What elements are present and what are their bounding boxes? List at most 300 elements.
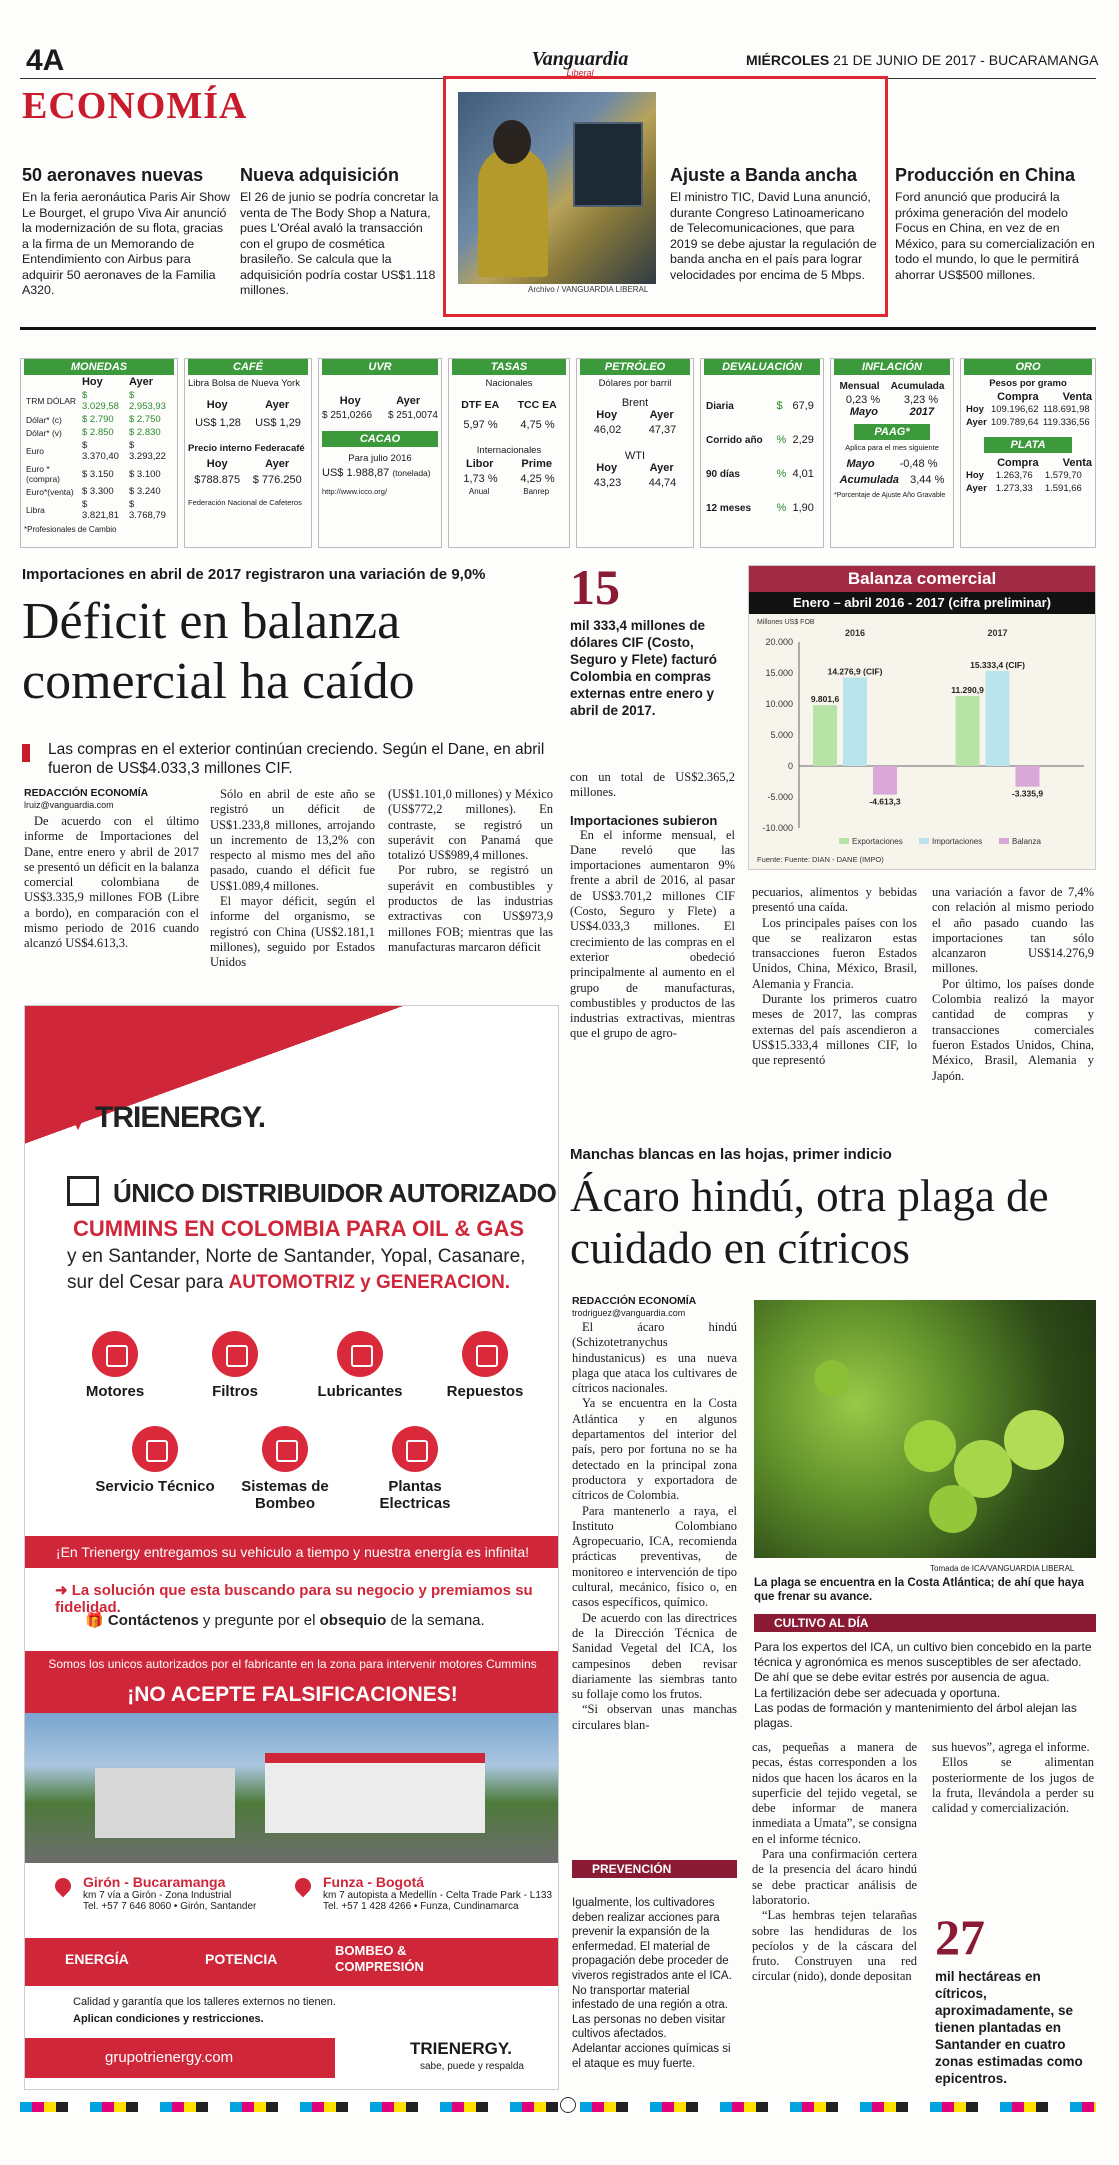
caption-rest: que frenar su avance.	[754, 1591, 873, 1603]
monedas-table	[24, 375, 174, 522]
petroleo-sub: Dólares por barril	[598, 378, 672, 389]
petroleo-heads	[580, 409, 690, 421]
box-item: Igualmente, los cultivadores deben realizar acciones para prevenir la expansión de la enfermedad. El material de propagación debe proceder de viveros registrados ante el ICA.	[572, 1897, 732, 1982]
v: 5,97 %	[463, 419, 498, 431]
h: Ayer	[649, 409, 674, 421]
chart-data-label: 11.290,9	[951, 684, 984, 695]
location-tel: Tel. +57 7 646 8060 • Girón, Santander	[83, 1901, 257, 1912]
logo-sub: Liberal	[566, 68, 594, 78]
v: 3,44 %	[910, 474, 945, 486]
label: Lubricantes	[317, 1383, 403, 1400]
cafe-head: CAFÉ	[188, 359, 308, 375]
h: Compra	[997, 391, 1039, 403]
subhead: Importaciones subieron	[570, 812, 718, 828]
v: 3,23 %	[903, 394, 939, 406]
cacao-head: CACAO	[322, 431, 438, 447]
v: 4,25 %	[520, 473, 555, 485]
newspaper-logo	[525, 48, 635, 78]
v: 4,75 %	[520, 419, 555, 431]
acaro-photo-credit: Tomada de ICA/VANGUARDIA LIBERAL	[930, 1564, 1075, 1573]
v: US$ 1.988,87	[322, 467, 390, 479]
cafe-heads	[188, 399, 308, 411]
cafe-vals2	[188, 474, 308, 486]
chart-ytick-label: 10.000	[765, 699, 793, 709]
paragraph: cas, pequeñas a manera de pecas, éstas corresponden a los nidos que hacen los ácaros en la superficie del tejido vegetal, se debe informar de manera inmediata a Umata”, se consigna en el informe técnico.	[752, 1740, 917, 1846]
ad-note1: Calidad y garantía que los talleres externos no tienen.	[73, 1996, 336, 2008]
ad-item-motores	[45, 1331, 185, 1400]
acaro-col3	[932, 1740, 1094, 1816]
date-day: MIÉRCOLES	[746, 52, 830, 68]
label: Plantas Electricas	[379, 1478, 451, 1512]
citrus-fruit	[929, 1485, 977, 1533]
v: $ 251,0074	[387, 410, 438, 421]
location-pin-icon	[52, 1875, 75, 1898]
chart-bar	[843, 677, 867, 766]
n: Anual	[468, 487, 490, 496]
chart-data-label: 14.276,9 (CIF)	[827, 666, 883, 677]
cell: %	[776, 434, 787, 446]
deficit-byline: REDACCIÓN ECONOMÍA	[24, 787, 149, 799]
h: Venta	[1062, 391, 1092, 403]
label: Servicio Técnico	[95, 1478, 215, 1495]
screen-shape	[573, 122, 643, 207]
acaro-col2	[752, 1740, 917, 1985]
chart-bar	[813, 705, 837, 766]
p: Mayo	[849, 406, 878, 418]
ad-brand-logo: TRIENERGY.	[95, 1101, 266, 1134]
tasas-heads	[452, 399, 566, 411]
acaro-title: Ácaro hindú, otra plaga de cuidado en cítricos	[570, 1171, 1049, 1273]
label: Repuestos	[446, 1383, 524, 1400]
t: obsequio	[319, 1612, 387, 1629]
chart-source: Fuente: Fuente: DIAN - DANE (IMPO)	[757, 855, 884, 864]
devaluacion-head: DEVALUACIÓN	[704, 359, 820, 375]
paragraph: Ya se encuentra en la Costa Atlántica y en algunos departamentos del interior del país, pero por fortuna no se ha detectado en la principal zona productora y exportadora de cítricos de Colombia.	[572, 1396, 737, 1503]
paragraph: Para mantenerlo a raya, el Instituto Colombiano Agropecuario, ICA, recomienda prácticas preventivas, de monitoreo e intervención de tipo cultural, mecánico, físico o, en casos específicos, químico.	[572, 1503, 737, 1610]
cell: 118.691,98	[1042, 404, 1090, 415]
cell: Diaria	[706, 400, 734, 412]
cell: Euro	[26, 446, 44, 456]
ad-band4: Somos los unicos autorizados por el fabricante en la zona para intervenir motores Cummins	[25, 1651, 559, 1677]
cell: Dólar* (c)	[26, 414, 62, 425]
paragraph: De acuerdo con las directrices de la Dirección Técnica de Sanidad Vegetal del ICA, los campesinos deben revisar diariamente las siembras tanto su follaje como los frutos.	[572, 1610, 737, 1702]
h: Hoy	[206, 458, 228, 470]
box-title: PREVENCIÓN	[572, 1860, 737, 1878]
h: Compra	[997, 457, 1039, 469]
v: $ 251,0266	[322, 410, 373, 421]
person-head	[493, 120, 531, 164]
brief-title: Ajuste a Banda ancha	[670, 165, 858, 185]
factoid27-text: mil hectáreas en cítricos, aproximadamente, se tienen plantadas en Santander en cuatro zonas estimadas como epicentros.	[935, 1969, 1083, 2086]
plata-head: PLATA	[984, 437, 1072, 453]
chart-legend-label: Importaciones	[932, 837, 983, 846]
acaro-kicker: Manchas blancas en las hojas, primer indicio	[570, 1146, 892, 1163]
print-color-bar	[20, 2102, 1096, 2112]
box-item: La fertilización debe ser adecuada y oportuna.	[754, 1685, 1001, 1700]
ad-trienergy	[24, 1005, 559, 2090]
h: Mensual	[839, 381, 880, 392]
cell: 2,29	[792, 434, 814, 446]
cell: Dólar* (v)	[26, 427, 62, 438]
paragraph: “Si observan unas manchas circulares blan-	[572, 1702, 737, 1732]
paragraph: El ácaro hindú (Schizotetranychus hindustanicus) es una nueva plaga que ataca los cultivares de cítricos nacionales.	[572, 1320, 737, 1396]
cell: Corrido año	[706, 434, 763, 446]
h: Ayer	[649, 462, 674, 474]
v: US$ 1,29	[255, 417, 301, 429]
n: Banrep	[523, 487, 550, 496]
h: DTF EA	[461, 399, 500, 411]
cell: 1.263,76	[995, 470, 1033, 481]
oro-heads	[964, 391, 1092, 403]
pill-energia: ENERGÍA	[65, 1951, 129, 1967]
petroleo-vals2	[580, 477, 690, 489]
location-pin-icon	[292, 1875, 315, 1898]
ad-band2: ➜ La solución que esta buscando para su negocio y premiamos su fidelidad.	[55, 1582, 533, 1616]
cell: Euro *(compra)	[26, 464, 61, 484]
citrus-fruit	[1004, 1410, 1064, 1470]
cacao-sub: Para julio 2016	[348, 453, 412, 464]
box-item: Las personas no deben visitar cultivos afectados.	[572, 2013, 726, 2041]
indicator-uvr	[318, 358, 442, 548]
cell: 1.273,33	[995, 483, 1033, 494]
pill-potencia: POTENCIA	[205, 1951, 278, 1967]
wti-label: WTI	[624, 450, 646, 462]
citrus-fruit	[814, 1360, 850, 1396]
text: La solución que esta buscando para su negocio y premiamos su fidelidad.	[55, 1582, 533, 1616]
t: de la semana.	[386, 1612, 485, 1629]
location-2	[295, 1874, 555, 1912]
v: 43,23	[593, 477, 622, 489]
tasas-sub2: Internacionales	[476, 445, 542, 456]
box-item: Las podas de formación y mantenimiento del árbol alejan las plagas.	[754, 1700, 1077, 1731]
ad-band1: ¡En Trienergy entregamos su vehiculo a tiempo y nuestra energía es infinita!	[25, 1536, 559, 1568]
paragraph: (US$1.101,0 millones) y México (US$772,2 millones). En contraste, se registró un superávit con Panamá que totalizó US$989,4 millones.	[388, 787, 553, 863]
paag-sub: Aplica para el mes siguiente	[845, 443, 939, 452]
date-rest: 21 DE JUNIO DE 2017 - BUCARAMANGA	[833, 52, 1099, 68]
ad-item-repuestos	[415, 1331, 555, 1400]
cell: Hoy	[966, 404, 984, 415]
location-addr: km 7 vía a Girón - Zona Industrial	[83, 1890, 232, 1901]
chart-bar	[873, 766, 897, 795]
cell: Libra	[26, 505, 45, 515]
ad-line4b: AUTOMOTRIZ y GENERACION.	[228, 1272, 511, 1293]
paragraph: Por último, los países donde Colombia realizó la mayor cantidad de compras y transacciones comerciales fueron Estados Unidos, China, México, Brasil, Alemania y Japón.	[932, 976, 1094, 1083]
h: Hoy	[596, 409, 618, 421]
deficit-lead: Las compras en el exterior continúan creciendo. Según el Dane, en abril fueron de US$4.033,3 millones CIF.	[48, 741, 545, 777]
chart-subtitle: Enero – abril 2016 - 2017 (cifra preliminar)	[749, 592, 1095, 614]
v: 0,23 %	[845, 394, 881, 406]
chart-category-label: 2016	[844, 628, 866, 638]
ad-item-filtros	[165, 1331, 305, 1400]
deficit-title: Déficit en balanza comercial ha caído	[22, 593, 415, 710]
paragraph: “Las hembras tejen telarañas sobre las hendiduras de los pecíolos y de la cáscara del fruto. Construyen una red circular (nido), donde depositan	[752, 1908, 917, 1984]
logo-text: Vanguardia	[531, 48, 629, 70]
box-body	[572, 1896, 737, 2071]
cell: Hoy	[966, 470, 984, 481]
cafe-heads2	[188, 458, 308, 470]
deficit-email: lruiz@vanguardia.com	[24, 800, 114, 810]
indicator-inflacion	[830, 358, 954, 548]
cell: 1,90	[792, 502, 814, 514]
tasas-vals2	[452, 473, 566, 485]
paag-row1	[834, 458, 950, 470]
v: 47,37	[648, 424, 677, 436]
indicator-tasas	[448, 358, 570, 548]
deficit-col3	[388, 787, 553, 955]
location-title: Funza - Bogotá	[323, 1874, 425, 1890]
tasas-vals	[452, 419, 566, 431]
cafe-sub: Libra Bolsa de Nueva York	[188, 378, 300, 389]
acaro-byline: REDACCIÓN ECONOMÍA	[572, 1295, 697, 1307]
label: Sistemas de Bombeo	[241, 1478, 329, 1512]
chart-data-label: 15.333,4 (CIF)	[970, 659, 1025, 670]
ad-line4	[67, 1272, 510, 1294]
indicator-monedas	[20, 358, 178, 548]
location-1	[55, 1874, 285, 1912]
inflacion-heads	[834, 381, 950, 392]
devaluacion-table	[704, 389, 820, 525]
plata-heads	[964, 457, 1092, 469]
cell: $	[776, 400, 783, 412]
checkbox-icon	[67, 1176, 99, 1206]
brief-body: El ministro TIC, David Luna anunció, durante Congreso Latinoamericano de Telecomunicaciones, que para 2019 se debe ajustar la regulación de banda ancha en el país para lograr velocidades por encima de 5 Mbps.	[670, 190, 877, 282]
factoid-text: mil 333,4 millones de dólares CIF (Costo, Seguro y Flete) facturó Colombia en compras externas entre enero y abril de 2017.	[570, 618, 718, 718]
h: Hoy	[206, 399, 228, 411]
chart-container	[748, 565, 1096, 870]
h: Hoy	[596, 462, 618, 474]
cell: $ 3.150	[81, 468, 114, 480]
petroleo-head: PETRÓLEO	[580, 359, 690, 375]
monedas-note: *Profesionales de Cambio	[24, 525, 117, 534]
brief-adquisicion	[240, 165, 440, 299]
chart-legend-label: Balanza	[1012, 837, 1041, 846]
cacao-val	[322, 467, 438, 479]
t: y pregunte por el	[198, 1612, 320, 1629]
brief-title: Producción en China	[895, 165, 1076, 185]
chart-bar	[956, 696, 980, 766]
v: $788.875	[194, 474, 241, 486]
cell: 12 meses	[706, 502, 752, 514]
uvr-vals	[322, 410, 438, 421]
chart-legend-swatch	[919, 838, 929, 844]
deficit-col1	[24, 814, 199, 952]
paragraph: De acuerdo con el último informe de Importaciones del Dane, entre enero y abril de 2017 se presentó un déficit en la balanza comercial colombiana de US$3.335,9 millones FOB (Libre a bordo), en comparación con el mismo periodo de 2016 cuando alcanzó US$4.613,3.	[24, 814, 199, 951]
h: Ayer	[265, 458, 290, 470]
tools-icon	[132, 1426, 178, 1472]
ad-footer-logo: TRIENERGY.	[410, 2039, 513, 2058]
paragraph: una variación a favor de 7,4% con relación al mismo periodo el año pasado cuando las importaciones tan sólo alcanzaron US$14.276,9 millones.	[932, 885, 1094, 976]
paragraph: El mayor déficit, según el informe del organismo, se registró con China (US$2.181,1 millones), seguido por Estados Unidos	[210, 894, 375, 970]
cell: $ 3.240	[128, 486, 161, 497]
v: $ 776.250	[252, 474, 302, 486]
indicator-petroleo	[576, 358, 694, 548]
ad-band3: 🎁 Contáctenos y pregunte por el obsequio de la semana.	[85, 1612, 485, 1629]
date-line	[746, 52, 1098, 68]
cafe-vals	[188, 417, 308, 429]
paragraph: Sólo en abril de este año se registró un déficit de US$1.233,8 millones, arrojando un incremento de 13,2% con respecto al mismo mes del año pasado, cuando el déficit fue US$1.089,4 millones.	[210, 787, 375, 893]
deficit-lead-marker	[22, 744, 30, 762]
ad-item-plantas	[355, 1426, 475, 1512]
cell: 109.196,62	[990, 404, 1039, 415]
cell: $ 2.953,93	[128, 390, 166, 412]
h: Libor	[465, 458, 494, 470]
v: US$ 1,28	[195, 417, 241, 429]
cell: $ 3.370,40	[81, 440, 119, 462]
p: 2017	[909, 406, 935, 418]
filter-icon	[212, 1331, 258, 1377]
cell: $ 2.750	[128, 414, 161, 425]
section-title: ECONOMÍA	[22, 85, 248, 127]
chart-legend-swatch	[999, 838, 1009, 844]
oro-head: ORO	[964, 359, 1092, 375]
cell: %	[776, 468, 787, 480]
h: Acumulada	[890, 381, 945, 392]
ad-line4a: sur del Cesar para	[67, 1272, 229, 1293]
indicator-oro	[960, 358, 1096, 548]
cell: $ 3.029,58	[81, 390, 119, 412]
paragraph: Los principales países con los que se realizaron estas transacciones fueron Estados Unidos, China, México, Brasil, Alemania y Francia.	[752, 915, 917, 991]
chart-ytick-label: 15.000	[765, 668, 793, 678]
cell: $ 3.768,79	[128, 499, 166, 521]
gear-icon	[462, 1331, 508, 1377]
box-item: No transportar material infestado de una región a otra.	[572, 1984, 729, 2012]
tasas-sub: Nacionales	[485, 378, 533, 389]
cell: $ 3.821,81	[81, 499, 119, 521]
chart-ytick-label: 0	[787, 761, 793, 771]
brief-photo	[458, 92, 656, 284]
tasas-head: TASAS	[452, 359, 566, 375]
deficit-col4	[570, 770, 735, 1042]
v: 46,02	[593, 424, 622, 436]
location-addr: km 7 autopista a Medellín - Celta Trade Park - L133	[323, 1890, 553, 1901]
ad-note2: Aplican condiciones y restricciones.	[73, 2013, 264, 2025]
briefs-rule	[20, 327, 1096, 330]
v: -0,48 %	[899, 458, 938, 470]
acaro-caption	[754, 1576, 1094, 1604]
cell: %	[776, 502, 787, 514]
location-title: Girón - Bucaramanga	[83, 1874, 226, 1890]
cell: TRM DÓLAR	[26, 396, 77, 406]
paragraph: En el informe mensual, el Dane reveló que las importaciones aumentaron 9% frente a abril de 2016, al pasar de US$3.701,2 millones CIF (Costo, Seguro y Flete) a US$4.033,3 millones. El crecimiento de las compras en el exterior obedeció principalmente al aumento en el grupo de manufacturas, combustibles y productos de las industrias extractivas, mientras que el grupo de agro-	[570, 827, 735, 1041]
box-cultivo-body	[754, 1640, 1096, 1731]
cell: 4,01	[792, 468, 814, 480]
chart-ylabel: Millones US$ FOB	[757, 619, 815, 626]
deficit-col6	[932, 885, 1094, 1084]
cell: $ 2.850	[81, 427, 114, 438]
brent-label: Brent	[621, 397, 649, 409]
cell: 67,9	[792, 400, 814, 412]
indicator-cafe	[184, 358, 312, 548]
h: Ayer	[396, 395, 421, 407]
acaro-email: trodriguez@vanguardia.com	[572, 1308, 686, 1318]
chart-bar	[986, 671, 1010, 766]
paag-head: PAAG*	[854, 424, 930, 440]
brief-china	[895, 165, 1095, 283]
paragraph: Durante los primeros cuatro meses de 2017, las compras externas del país ascendieron a US$15.333,4 millones CIF, lo que representó	[752, 992, 917, 1068]
pump-icon	[262, 1426, 308, 1472]
t: Contáctenos	[107, 1612, 199, 1629]
petroleo-heads2	[580, 462, 690, 474]
uvr-heads	[322, 395, 438, 407]
box-item: Adelantar acciones químicas si el ataque es muy fuerte.	[572, 2042, 731, 2070]
paragraph: pecuarios, alimentos y bebidas presentó una caída.	[752, 885, 917, 915]
cell: Ayer	[966, 483, 987, 494]
cell: 109.789,64	[990, 417, 1039, 428]
cell: 1.579,70	[1044, 470, 1082, 481]
ad-url: grupotrienergy.com	[105, 2049, 234, 2066]
cell: 119.336,56	[1042, 417, 1090, 428]
uvr-head: UVR	[322, 359, 438, 375]
acaro-photo	[754, 1300, 1096, 1558]
cell: 90 días	[706, 468, 740, 480]
cafe-sub2: Precio interno Federacafé	[188, 443, 305, 454]
deficit-col5	[752, 885, 917, 1069]
brief-banda-ancha	[670, 165, 880, 283]
ad-line3: y en Santander, Norte de Santander, Yopal, Casanare,	[67, 1246, 526, 1267]
v: 44,74	[648, 477, 677, 489]
ad-headline: ÚNICO DISTRIBUIDOR AUTORIZADO	[113, 1178, 557, 1208]
box-prevencion	[572, 1860, 737, 2071]
h: TCC EA	[517, 399, 557, 411]
inflacion-note: *Porcentaje de Ajuste Año Gravable	[834, 492, 946, 499]
h2: Ayer	[128, 376, 154, 388]
citrus-fruit	[904, 1420, 956, 1472]
v: 1,73 %	[463, 473, 498, 485]
chart-ytick-label: 5.000	[770, 730, 793, 740]
tasas-heads2	[452, 458, 566, 470]
factoid27-number: 27	[935, 1909, 985, 1965]
label: Filtros	[212, 1383, 258, 1400]
building-shape	[265, 1753, 485, 1833]
petroleo-vals	[580, 424, 690, 436]
h: Venta	[1062, 457, 1092, 469]
brief-body: En la feria aeronáutica Paris Air Show Le Bourget, el grupo Viva Air anunció la modernización de su flota, gracias a la firma de un Memorando de Entendimiento con Airbus para adquirir 50 aeronaves de la Familia A320.	[22, 190, 230, 297]
paragraph: Ellos se alimentan posteriormente de los jugos de la fruta, llevándola a perder su calidad y comercialización.	[932, 1755, 1094, 1816]
box-title: CULTIVO AL DÍA	[754, 1614, 1096, 1632]
ad-item-bombeo	[225, 1426, 345, 1512]
chart-data-label: -3.335,9	[1011, 788, 1044, 799]
location-tel: Tel. +57 1 428 4266 • Funza, Cundinamarca	[323, 1901, 519, 1912]
tasas-notes	[452, 487, 566, 496]
h: Prime	[521, 458, 552, 470]
inflacion-periods	[834, 406, 950, 418]
cell: $ 2.830	[128, 427, 161, 438]
box-item: De ahí que se debe evitar estrés por ausencia de agua.	[754, 1670, 1050, 1685]
cell: $ 3.293,22	[128, 440, 166, 462]
building-shape-2	[95, 1768, 235, 1838]
pill-bombeo: BOMBEO & COMPRESIÓN	[335, 1943, 424, 1974]
label: Motores	[85, 1383, 145, 1400]
h: Hoy	[339, 395, 361, 407]
inflacion-head: INFLACIÓN	[834, 359, 950, 375]
engine-icon	[92, 1331, 138, 1377]
page-number: 4A	[26, 44, 65, 77]
h: Ayer	[265, 399, 290, 411]
paragraph: sus huevos”, agrega el informe.	[932, 1740, 1090, 1754]
oro-table	[964, 403, 1092, 429]
chart-ytick-label: 20.000	[765, 637, 793, 647]
inflacion-vals	[834, 394, 950, 406]
oil-can-icon	[337, 1331, 383, 1377]
chart-data-label: 9.801,6	[810, 694, 840, 705]
cell: $ 3.300	[81, 486, 114, 497]
caption-bold: La plaga se encuentra en la Costa Atlántica; de ahí que haya	[754, 1577, 1084, 1589]
brief-aeronaves	[22, 165, 232, 299]
chart-category-label: 2017	[987, 628, 1008, 638]
paragraph: con un total de US$2.365,2 millones.	[570, 770, 735, 800]
cell: 1.591,66	[1044, 483, 1082, 494]
chart-title: Balanza comercial	[749, 566, 1095, 592]
